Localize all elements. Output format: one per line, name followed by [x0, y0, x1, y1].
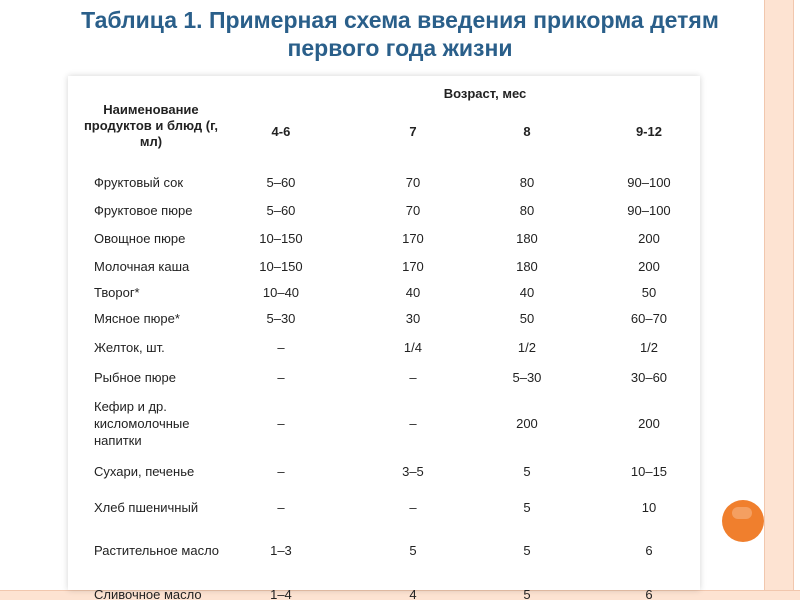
table-cell: – [409, 369, 417, 385]
product-name: Желток, шт. [94, 339, 165, 355]
page-title [0, 6, 800, 62]
table-row [72, 574, 700, 614]
table-cell: – [277, 499, 285, 515]
age-column-header: 8 [523, 124, 531, 139]
product-name: Мясное пюре* [94, 310, 180, 326]
table-cell: 30–60 [630, 369, 668, 385]
table-cell: 5 [523, 463, 531, 479]
decorative-right-stripe [764, 0, 794, 600]
table-cell: 3–5 [402, 463, 424, 479]
table-row [72, 224, 700, 252]
table-row [72, 332, 700, 362]
table-cell: 200 [638, 415, 660, 431]
table-row [72, 252, 700, 280]
table-cell: 5 [523, 586, 531, 602]
table-cell: 10–150 [259, 258, 303, 274]
product-name: Сливочное масло [94, 586, 202, 602]
table-cell: 1–3 [270, 542, 292, 558]
table-row [72, 304, 700, 332]
table-row [72, 168, 700, 196]
title-line-1: Таблица 1. Примерная схема введения прикорма детям [81, 7, 719, 33]
product-name: Кефир и др. кисломолочные напитки [94, 398, 190, 448]
table-row [72, 196, 700, 224]
table-cell: 6 [645, 542, 653, 558]
product-name: Сухари, печенье [94, 463, 195, 479]
table-cell: – [409, 415, 417, 431]
table-cell: 50 [641, 284, 657, 300]
table-cell: 5–60 [266, 174, 296, 190]
title-line-2: первого года жизни [287, 35, 513, 61]
table-cell: 200 [516, 415, 538, 431]
table-cell: 10 [641, 499, 657, 515]
table-cell: 10–150 [259, 230, 303, 246]
product-name: Фруктовое пюре [94, 202, 193, 218]
table-cell: 90–100 [627, 174, 671, 190]
table-cell: 1/2 [517, 339, 536, 355]
table-row [72, 280, 700, 304]
table-cell: 5 [409, 542, 417, 558]
table-cell: 30 [405, 310, 421, 326]
product-name: Творог* [94, 284, 140, 300]
table-cell: 200 [638, 258, 660, 274]
table-cell: 90–100 [627, 202, 671, 218]
product-name: Растительное масло [94, 542, 220, 558]
table-row [72, 526, 700, 574]
table-cell: 1/4 [403, 339, 422, 355]
table-cell: 180 [516, 258, 538, 274]
table-cell: 5 [523, 499, 531, 515]
table-cell: 40 [405, 284, 421, 300]
table-cell: 6 [645, 586, 653, 602]
table-row [72, 392, 700, 454]
table-row [72, 362, 700, 392]
age-column-header: 9-12 [635, 124, 662, 139]
table-cell: 70 [405, 174, 421, 190]
table-cell: – [409, 499, 417, 515]
orange-circle-icon [722, 500, 764, 542]
age-header: Возраст, мес [443, 86, 527, 101]
table-cell: – [277, 369, 285, 385]
product-name: Фруктовый сок [94, 174, 184, 190]
table-cell: 170 [402, 258, 424, 274]
product-name-header: Наименование продуктов и блюд (г, мл) [83, 102, 218, 149]
table-cell: 5–30 [512, 369, 542, 385]
product-name: Молочная каша [94, 258, 190, 274]
table-cell: 5–60 [266, 202, 296, 218]
table-cell: 1/2 [639, 339, 659, 355]
feeding-schedule-table [72, 78, 700, 614]
age-column-header: 7 [409, 124, 417, 139]
table-cell: 170 [402, 230, 424, 246]
table-row [72, 488, 700, 526]
age-column-header: 4-6 [271, 124, 291, 139]
table-cell: 5 [523, 542, 531, 558]
table-cell: 80 [519, 174, 535, 190]
table-cell: 180 [516, 230, 538, 246]
table-cell: 70 [405, 202, 421, 218]
product-name: Хлеб пшеничный [94, 499, 199, 515]
table-cell: – [277, 463, 285, 479]
table-cell: 10–15 [630, 463, 668, 479]
table-cell: 40 [519, 284, 535, 300]
table-cell: 200 [638, 230, 660, 246]
product-name: Рыбное пюре [94, 369, 176, 385]
table-cell: 4 [409, 586, 417, 602]
table-cell: 10–40 [262, 284, 300, 300]
table-cell: 50 [519, 310, 535, 326]
table-cell: 1–4 [270, 586, 292, 602]
table-cell: 60–70 [630, 310, 668, 326]
table-cell: – [277, 339, 285, 355]
product-name: Овощное пюре [94, 230, 186, 246]
table-cell: 80 [519, 202, 535, 218]
table-row [72, 454, 700, 488]
table-cell: 5–30 [266, 310, 296, 326]
table-cell: – [277, 415, 285, 431]
